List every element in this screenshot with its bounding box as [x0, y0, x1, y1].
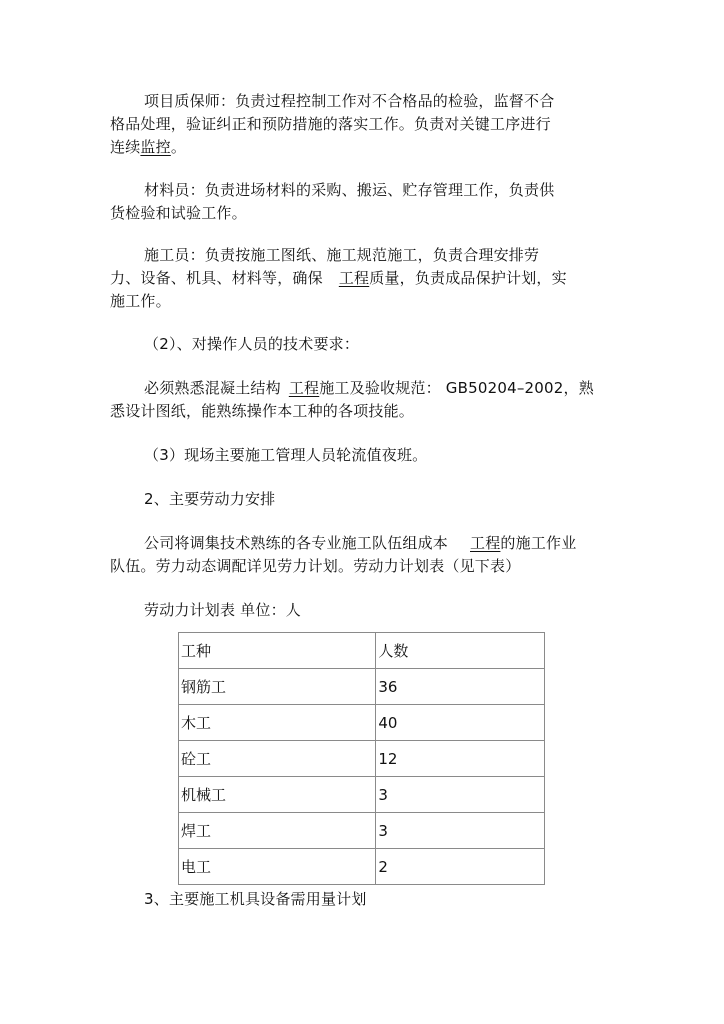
underlined-term-project-2: 工程 — [288, 379, 320, 397]
tech-para-line-2: 悉设计图纸，能熟练操作本工种的各项技能。 — [110, 402, 415, 420]
quality-para-line-1: 项目质保师：负责过程控制工作对不合格品的检验，监督不合 — [144, 92, 555, 110]
table-row — [179, 669, 545, 705]
tech-para-line-1 — [144, 378, 594, 398]
labor-line-1-end: 的施工作业 — [500, 534, 577, 552]
night-shift-line: （3）现场主要施工管理人员轮流值夜班。 — [144, 446, 428, 464]
table-row — [179, 849, 545, 885]
tech-line-1-end: 施工及验收规范： GB50204–2002，熟 — [319, 379, 594, 397]
labor-plan-table — [178, 632, 545, 885]
table-row — [179, 705, 545, 741]
labor-line-1-text: 公司将调集技术熟练的各专业施工队伍组成本 — [144, 534, 449, 552]
quality-para-line-3 — [110, 137, 186, 157]
table-caption: 劳动力计划表 单位：人 — [144, 601, 301, 619]
construction-para-line-2 — [110, 268, 567, 288]
headcount-cell: 36 — [376, 669, 545, 705]
header-trade: 工种 — [179, 633, 376, 669]
quality-line-3-end: 。 — [170, 138, 187, 156]
trade-cell: 机械工 — [179, 777, 376, 813]
quality-line-3-text: 连续 — [110, 138, 141, 156]
headcount-cell: 2 — [376, 849, 545, 885]
labor-para-line-1 — [144, 533, 576, 553]
construction-line-2-text: 力、设备、机具、材料等，确保 — [110, 269, 323, 287]
material-para-line-2: 货检验和试验工作。 — [110, 204, 247, 222]
construction-para-line-3: 施工作。 — [110, 292, 171, 310]
construction-para-line-1: 施工员：负责按施工图纸、施工规范施工，负责合理安排劳 — [144, 246, 540, 264]
trade-cell: 钢筋工 — [179, 669, 376, 705]
underlined-term-monitoring: 监控 — [140, 138, 171, 156]
labor-para-line-2: 队伍。劳力动态调配详见劳力计划。劳动力计划表（见下表） — [110, 557, 521, 575]
headcount-cell: 40 — [376, 705, 545, 741]
trade-cell: 砼工 — [179, 741, 376, 777]
trade-cell: 电工 — [179, 849, 376, 885]
tech-requirements-heading: （2）、对操作人员的技术要求： — [144, 335, 360, 353]
section-3-heading: 3、主要施工机具设备需用量计划 — [144, 890, 367, 908]
trade-cell: 木工 — [179, 705, 376, 741]
headcount-cell: 3 — [376, 777, 545, 813]
table-row — [179, 813, 545, 849]
trade-cell: 焊工 — [179, 813, 376, 849]
table-header-row — [179, 633, 545, 669]
table-row — [179, 777, 545, 813]
section-2-heading: 2、主要劳动力安排 — [144, 490, 276, 508]
underlined-term-project-3: 工程 — [470, 534, 501, 552]
tech-line-1-text: 必须熟悉混凝土结构 — [144, 379, 281, 397]
header-headcount: 人数 — [376, 633, 545, 669]
table-row — [179, 741, 545, 777]
headcount-cell: 3 — [376, 813, 545, 849]
construction-line-2-end: 质量，负责成品保护计划，实 — [369, 269, 567, 287]
headcount-cell: 12 — [376, 741, 545, 777]
quality-para-line-2: 格品处理，验证纠正和预防措施的落实工作。负责对关键工序进行 — [110, 115, 551, 133]
underlined-term-project: 工程 — [338, 269, 370, 287]
material-para-line-1: 材料员：负责进场材料的采购、搬运、贮存管理工作，负责供 — [144, 181, 555, 199]
